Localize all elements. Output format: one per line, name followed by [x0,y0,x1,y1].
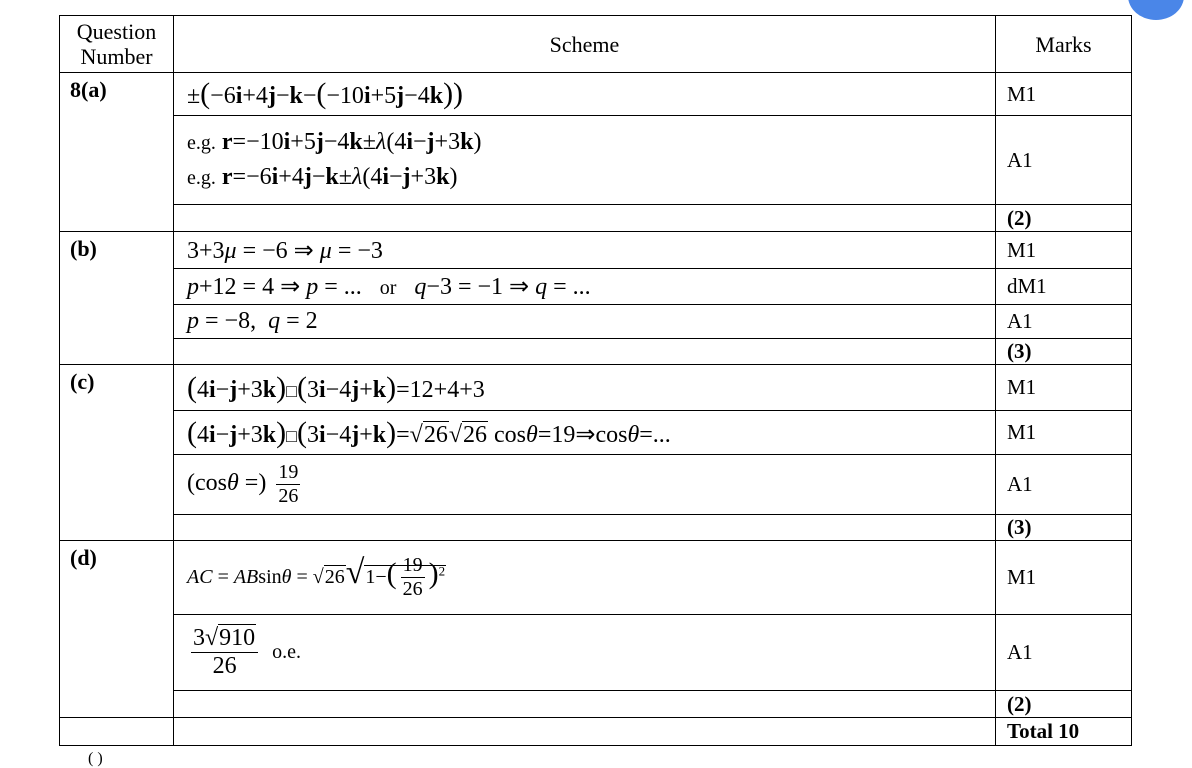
scheme-a-2: e.g. r=−10i+5j−4k±λ(4i−j+3k) e.g. r=−6i+4j−k±λ(4i−j+3k) [174,116,996,205]
fraction-d-answer: $\frac{3√910}{26}$ [191,625,258,680]
mark-b-2: dM1 [996,269,1132,305]
part-label-d: (d) [60,541,174,718]
scheme-d-2: $\frac{3√910}{26}$ o.e. [174,615,996,691]
scheme-header: Scheme [174,16,996,73]
marks-header: Marks [996,16,1132,73]
scheme-b-1: 3+3μ = −6 ⇒ μ = −3 [174,232,996,269]
table-row [60,305,1132,339]
scheme-c-1: (4i−j+3k)□(3i−4j+k)=12+4+3 [174,365,996,411]
mark-c-3: A1 [996,455,1132,515]
part-label-a: 8(a) [60,73,174,232]
table-row [60,541,1132,615]
fraction-d-inner: $\frac{19}{26}$ [402,554,423,601]
scheme-c-2: (4i−j+3k)□(3i−4j+k)=√26√26 cosθ=19⇒cosθ=... [174,411,996,455]
table-row [60,269,1132,305]
table-row [60,455,1132,515]
fraction-c: $\frac{19}{26}$ [278,461,299,507]
table-row [60,615,1132,691]
subtotal-row [60,515,1132,541]
mark-a-1: M1 [996,73,1132,116]
mark-c-2: M1 [996,411,1132,455]
part-label-c: (c) [60,365,174,541]
subtotal-a: (2) [996,205,1132,232]
question-number-header: Question Number [60,16,174,73]
subtotal-row [60,691,1132,718]
next-part-fragment: ( ) [88,750,103,767]
mark-b-3: A1 [996,305,1132,339]
subtotal-row [60,339,1132,365]
total-row [60,718,1132,746]
mark-d-2: A1 [996,615,1132,691]
mark-scheme-table [59,15,1132,746]
scheme-a-1: ±(−6i+4j−k−(−10i+5j−4k)) [174,73,996,116]
scheme-b-3: p = −8, q = 2 [174,305,996,339]
subtotal-d: (2) [996,691,1132,718]
table-row [60,116,1132,205]
table-row [60,73,1132,116]
table-row [60,232,1132,269]
mark-d-1: M1 [996,541,1132,615]
table-row [60,365,1132,411]
subtotal-b: (3) [996,339,1132,365]
scheme-d-1: AC = ABsinθ = √26√1−( $\frac{19}{26}$ )$^2$ [174,541,996,615]
subtotal-c: (3) [996,515,1132,541]
total-marks: Total 10 [996,718,1132,746]
scheme-c-3: (cosθ =) $\frac{19}{26}$ [174,455,996,515]
part-label-b: (b) [60,232,174,365]
table-row [60,411,1132,455]
subtotal-row [60,205,1132,232]
mark-c-1: M1 [996,365,1132,411]
scheme-b-2: p+12 = 4 ⇒ p = ... or q−3 = −1 ⇒ q = ... [174,269,996,305]
mark-b-1: M1 [996,232,1132,269]
corner-badge[interactable] [1128,0,1184,20]
mark-a-2: A1 [996,116,1132,205]
header-row [60,16,1132,73]
